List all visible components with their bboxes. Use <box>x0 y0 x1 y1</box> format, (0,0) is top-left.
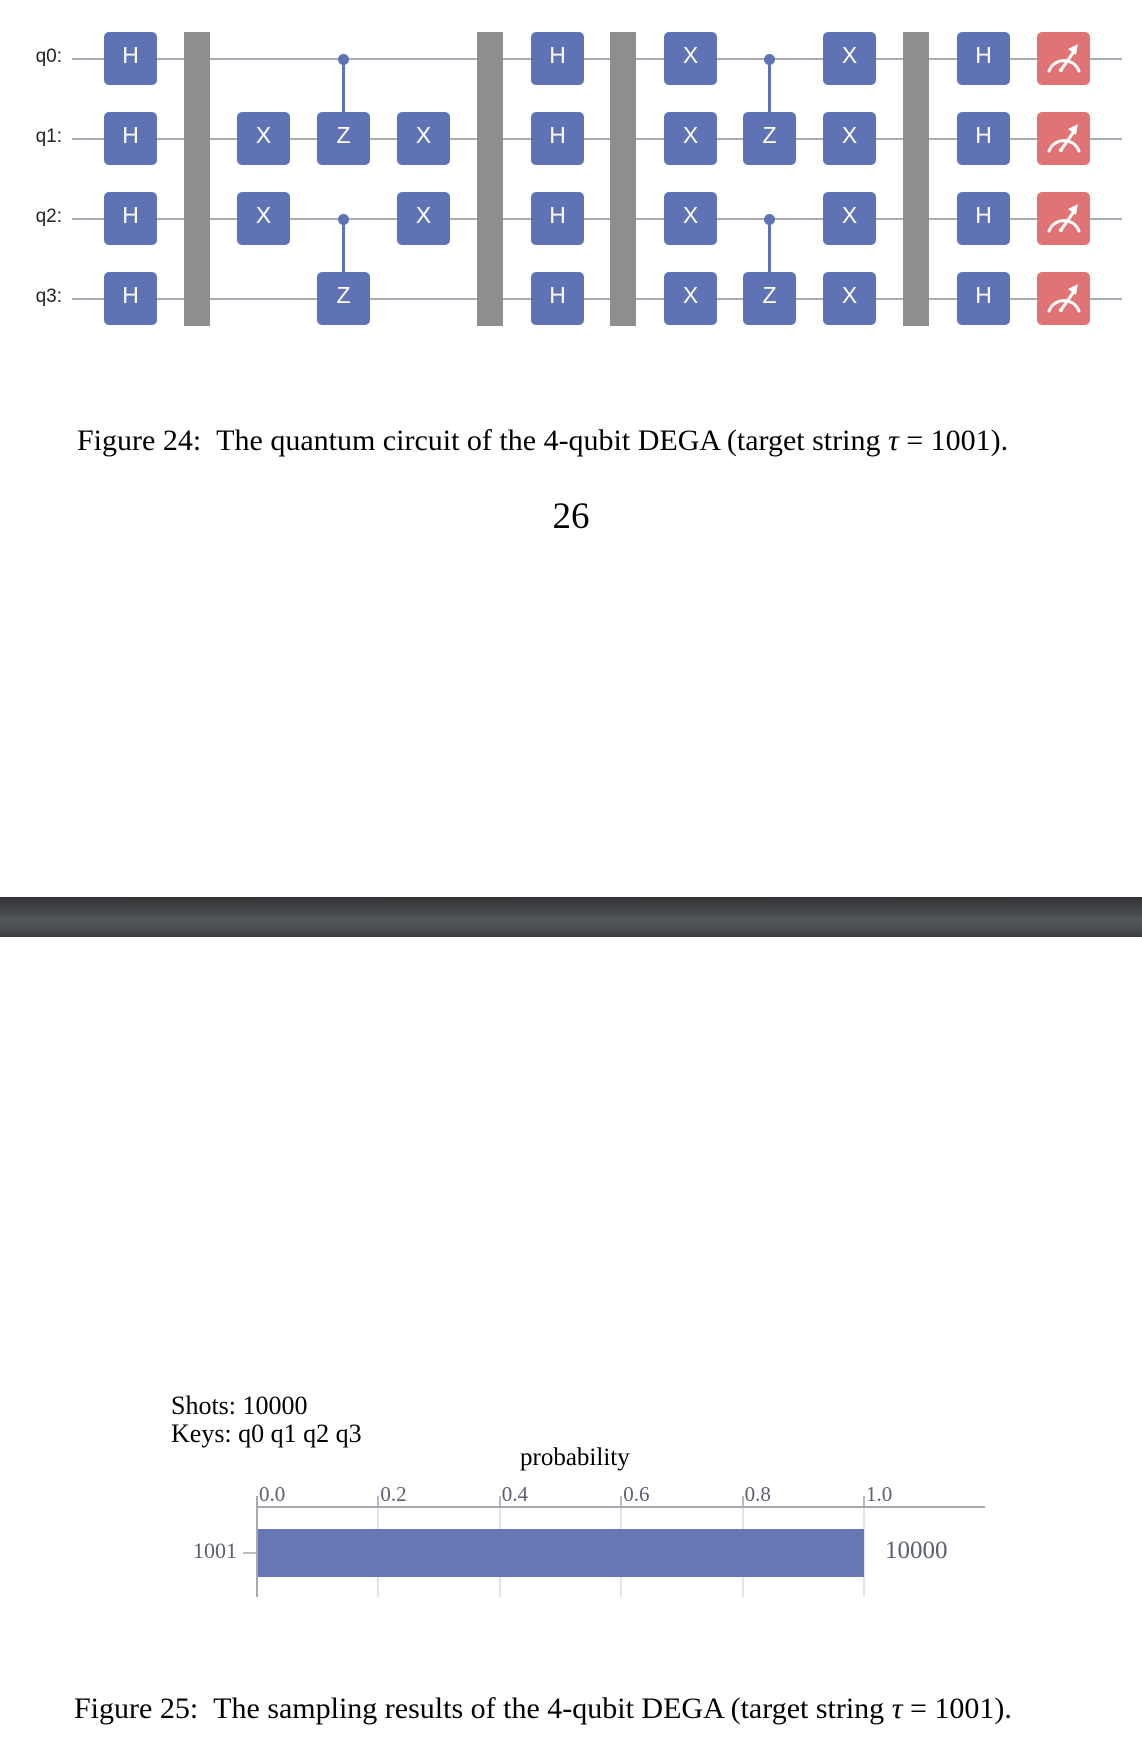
figure-24-caption <box>77 424 1008 458</box>
x-tick <box>620 1496 622 1507</box>
x-tick-label: 0.2 <box>380 1482 407 1506</box>
barrier <box>477 32 503 326</box>
qubit-label: q0: <box>35 46 62 67</box>
grid-line <box>620 1507 622 1597</box>
x-tick-label: 0.0 <box>259 1482 286 1506</box>
meter-icon <box>1044 118 1084 156</box>
figure-25-caption-suffix: = 1001). <box>902 1692 1012 1725</box>
gate-x: X <box>823 192 876 245</box>
x-tick-label: 0.8 <box>744 1482 771 1506</box>
barrier <box>610 32 636 326</box>
gate-x: X <box>664 32 717 85</box>
y-axis-line <box>256 1496 258 1597</box>
gate-x: X <box>237 112 290 165</box>
gate-x: X <box>397 192 450 245</box>
figure-24-caption-text: The quantum circuit of the 4-qubit DEGA (target string <box>216 424 888 457</box>
figure-24-caption-suffix: = 1001). <box>898 424 1009 457</box>
measure-gate <box>1037 272 1090 325</box>
gate-x: X <box>237 192 290 245</box>
gate-z: Z <box>743 272 796 325</box>
tau-symbol: τ <box>887 424 899 457</box>
gate-h: H <box>104 112 157 165</box>
control-dot-icon <box>338 54 349 65</box>
gate-h: H <box>531 32 584 85</box>
gate-z: Z <box>743 112 796 165</box>
gate-h: H <box>104 32 157 85</box>
y-tick <box>243 1552 257 1554</box>
x-tick <box>863 1496 865 1507</box>
x-axis-title: probability <box>520 1444 630 1471</box>
gate-x: X <box>397 112 450 165</box>
gate-x: X <box>823 32 876 85</box>
measure-gate <box>1037 32 1090 85</box>
gate-x: X <box>823 112 876 165</box>
figure-25-caption <box>74 1692 1012 1726</box>
gate-h: H <box>104 272 157 325</box>
gate-x: X <box>664 272 717 325</box>
meter-icon <box>1044 278 1084 316</box>
tau-symbol: τ <box>891 1692 903 1725</box>
figure-24-label: Figure 24: <box>77 424 202 457</box>
qubit-label: q1: <box>35 126 62 147</box>
x-tick-label: 1.0 <box>866 1482 893 1506</box>
control-dot-icon <box>338 214 349 225</box>
x-tick <box>499 1496 501 1507</box>
x-tick <box>742 1496 744 1507</box>
gate-h: H <box>957 192 1010 245</box>
page-separator <box>0 897 1142 937</box>
gate-x: X <box>664 112 717 165</box>
gate-x: X <box>823 272 876 325</box>
page-number: 26 <box>552 496 590 537</box>
grid-line <box>499 1507 501 1597</box>
control-dot-icon <box>764 214 775 225</box>
gate-h: H <box>531 112 584 165</box>
measure-gate <box>1037 112 1090 165</box>
measure-gate <box>1037 192 1090 245</box>
grid-line <box>377 1507 379 1597</box>
figure-25-caption-text: The sampling results of the 4-qubit DEGA (target string <box>213 1692 892 1725</box>
x-tick-label: 0.6 <box>623 1482 650 1506</box>
bar-value-label: 10000 <box>885 1537 948 1564</box>
qubit-label: q3: <box>35 286 62 307</box>
meter-icon <box>1044 38 1084 76</box>
category-label: 1001 <box>193 1538 237 1563</box>
grid-line <box>863 1507 865 1597</box>
bar-1001 <box>257 1529 864 1577</box>
gate-h: H <box>531 272 584 325</box>
meter-icon <box>1044 198 1084 236</box>
gate-h: H <box>957 272 1010 325</box>
grid-line <box>742 1507 744 1597</box>
barrier <box>184 32 210 326</box>
gate-h: H <box>531 192 584 245</box>
quantum-circuit-diagram <box>0 0 1142 340</box>
barrier <box>903 32 929 326</box>
gate-h: H <box>957 32 1010 85</box>
x-tick <box>377 1496 379 1507</box>
gate-h: H <box>957 112 1010 165</box>
x-axis-line <box>257 1506 985 1508</box>
gate-z: Z <box>317 112 370 165</box>
keys-label: Keys: q0 q1 q2 q3 <box>171 1419 362 1448</box>
x-tick-label: 0.4 <box>501 1482 529 1506</box>
gate-h: H <box>104 192 157 245</box>
gate-z: Z <box>317 272 370 325</box>
shots-label: Shots: 10000 <box>171 1391 308 1420</box>
gate-x: X <box>664 192 717 245</box>
figure-25-label: Figure 25: <box>74 1692 199 1725</box>
qubit-label: q2: <box>35 206 62 227</box>
control-dot-icon <box>764 54 775 65</box>
x-tick <box>256 1496 258 1507</box>
